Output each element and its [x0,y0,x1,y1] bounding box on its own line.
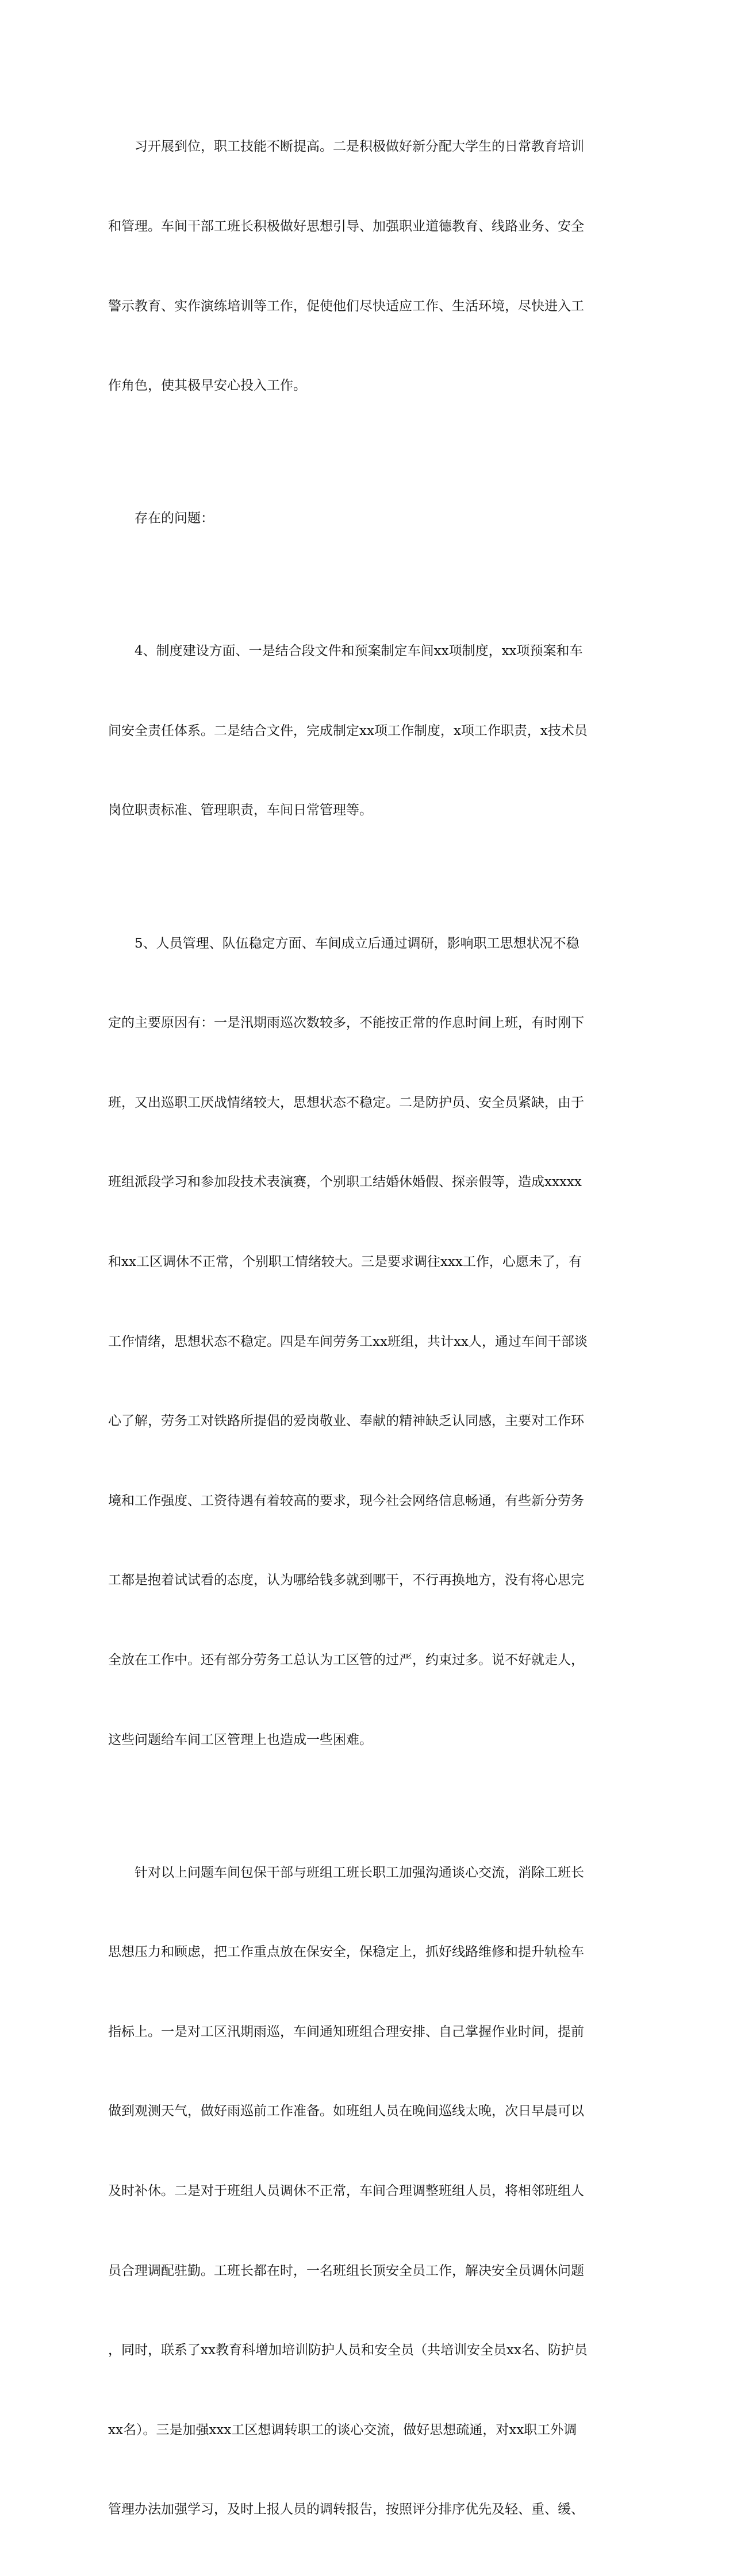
text-line: 习开展到位，职工技能不断提高。二是积极做好新分配大学生的日常教育培训 [135,139,584,155]
paragraph-measures [108,1806,625,2576]
text-line: 和xx工区调休不正常，个别职工情绪较大。三是要求调往xxx工作，心愿未了，有 [108,1254,582,1269]
text-line: 班组派段学习和参加段技术表演赛，个别职工结婚休婚假、探亲假等，造成xxxxx [108,1175,582,1190]
text-line: 4、制度建设方面、一是结合段文件和预案制定车间xx项制度，xx项预案和车 [135,644,583,659]
text-line: 境和工作强度、工资待遇有着较高的要求，现今社会网络信息畅通，有些新分劳务 [108,1493,584,1508]
text-line: 指标上。一是对工区汛期雨巡，车间通知班组合理安排、自己掌握作业时间，提前 [108,2024,584,2039]
text-line: 这些问题给车间工区管理上也造成一些困难。 [108,1732,373,1747]
text-line: 作角色，使其极早安心投入工作。 [108,378,306,394]
text-line: 存在的问题： [135,511,214,526]
text-line: 5、人员管理、队伍稳定方面、车间成立后通过调研，影响职工思想状况不稳 [135,935,580,951]
paragraph-training [108,80,625,452]
text-line: 工都是抱着试试看的态度，认为哪给钱多就到哪干，不行再换地方，没有将心思完 [108,1573,584,1588]
text-line: 定的主要原因有：一是汛期雨巡次数较多，不能按正常的作息时间上班，有时刚下 [108,1015,584,1031]
text-line: 做到观测天气，做好雨巡前工作准备。如班组人员在晚间巡线太晚，次日早晨可以 [108,2104,584,2119]
text-line: 及时补休。二是对于班组人员调休不正常，车间合理调整班组人员，将相邻班组人 [108,2184,584,2199]
text-line: 警示教育、实作演练培训等工作，促使他们尽快适应工作、生活环境，尽快进入工 [108,298,584,314]
text-line: 管理办法加强学习，及时上报人员的调转报告，按照评分排序优先及轻、重、缓、 [108,2502,584,2517]
text-line: 班，又出巡职工厌战情绪较大，思想状态不稳定。二是防护员、安全员紧缺，由于 [108,1095,584,1110]
section-heading-problems [108,452,625,585]
paragraph-system-building [108,585,625,877]
text-line: 心了解，劳务工对铁路所提倡的爱岗敬业、奉献的精神缺乏认同感，主要对工作环 [108,1414,584,1429]
text-line: 间安全责任体系。二是结合文件，完成制定xx项工作制度，x项工作职责，x技术员 [108,723,588,738]
text-line: 和管理。车间干部工班长积极做好思想引导、加强职业道德教育、线路业务、安全 [108,219,584,234]
document-body [108,80,625,2576]
paragraph-staff-management [108,877,625,1806]
text-line: ，同时，联系了xx教育科增加培训防护人员和安全员（共培训安全员xx名、防护员 [108,2343,588,2358]
text-line: 全放在工作中。还有部分劳务工总认为工区管的过严，约束过多。说不好就走人， [108,1652,584,1668]
text-line: 员合理调配驻勤。工班长都在时，一名班组长顶安全员工作，解决安全员调休问题 [108,2263,584,2278]
text-line: 岗位职责标准、管理职责，车间日常管理等。 [108,803,373,818]
text-line: xx名）。三是加强xxx工区想调转职工的谈心交流，做好思想疏通，对xx职工外调 [108,2422,577,2438]
text-line: 工作情绪，思想状态不稳定。四是车间劳务工xx班组，共计xx人，通过车间干部谈 [108,1334,588,1349]
text-line: 思想压力和顾虑，把工作重点放在保安全，保稳定上，抓好线路维修和提升轨检车 [108,1944,584,1960]
text-line: 针对以上问题车间包保干部与班组工班长职工加强沟通谈心交流，消除工班长 [135,1865,584,1880]
